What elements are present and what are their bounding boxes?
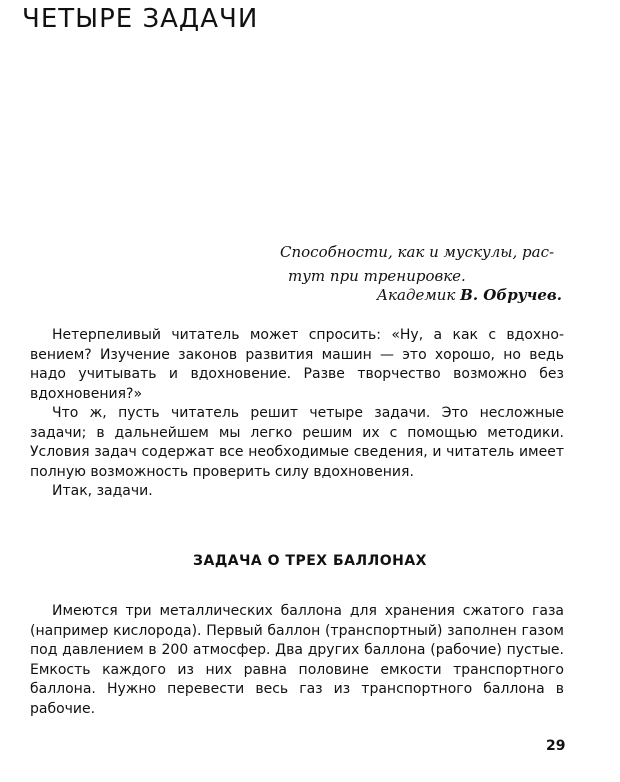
epigraph-line-1: Способности, как и мускулы, рас- [280,243,555,261]
epigraph [280,240,562,288]
problem-paragraph: Имеются три металлических баллона для хранения сжатого газа (например кислорода). Первый баллон (транспортный) заполнен газом под давлением в 200 атмосфер. Два других баллона (рабочие) пустые. Емкость каждого из них равна половине емкости транспортного баллона. Нужно перевести весь газ из транспортного баллона в рабочие. [30,603,564,717]
page-number: 29 [546,738,566,754]
author-prefix: Академик [376,286,456,304]
problem-text-block [30,602,564,719]
section-heading: ЗАДАЧА О ТРЕХ БАЛЛОНАХ [193,553,427,569]
epigraph-line-2: тут при тренировке. [288,267,466,285]
intro-text [30,326,564,502]
paragraph-2: Что ж, пусть читатель решит четыре задачи. Это несложные задачи; в дальнейшем мы легко решим их с помощью методики. Условия задач содержат все необходимые сведения, и читатель имеет полную возможность проверить силу вдохновения. [30,405,564,480]
paragraph-1: Нетерпеливый читатель может спросить: «Ну, а как с вдохновением? Изучение законов развития машин — это хорошо, но ведь надо учитывать и вдохновение. Разве творчество возможно без вдохновения?» [30,327,564,402]
chapter-title: ЧЕТЫРЕ ЗАДАЧИ [22,4,259,34]
epigraph-author [300,286,562,304]
author-name: В. Обручев. [460,286,562,304]
paragraph-3: Итак, задачи. [52,483,153,499]
